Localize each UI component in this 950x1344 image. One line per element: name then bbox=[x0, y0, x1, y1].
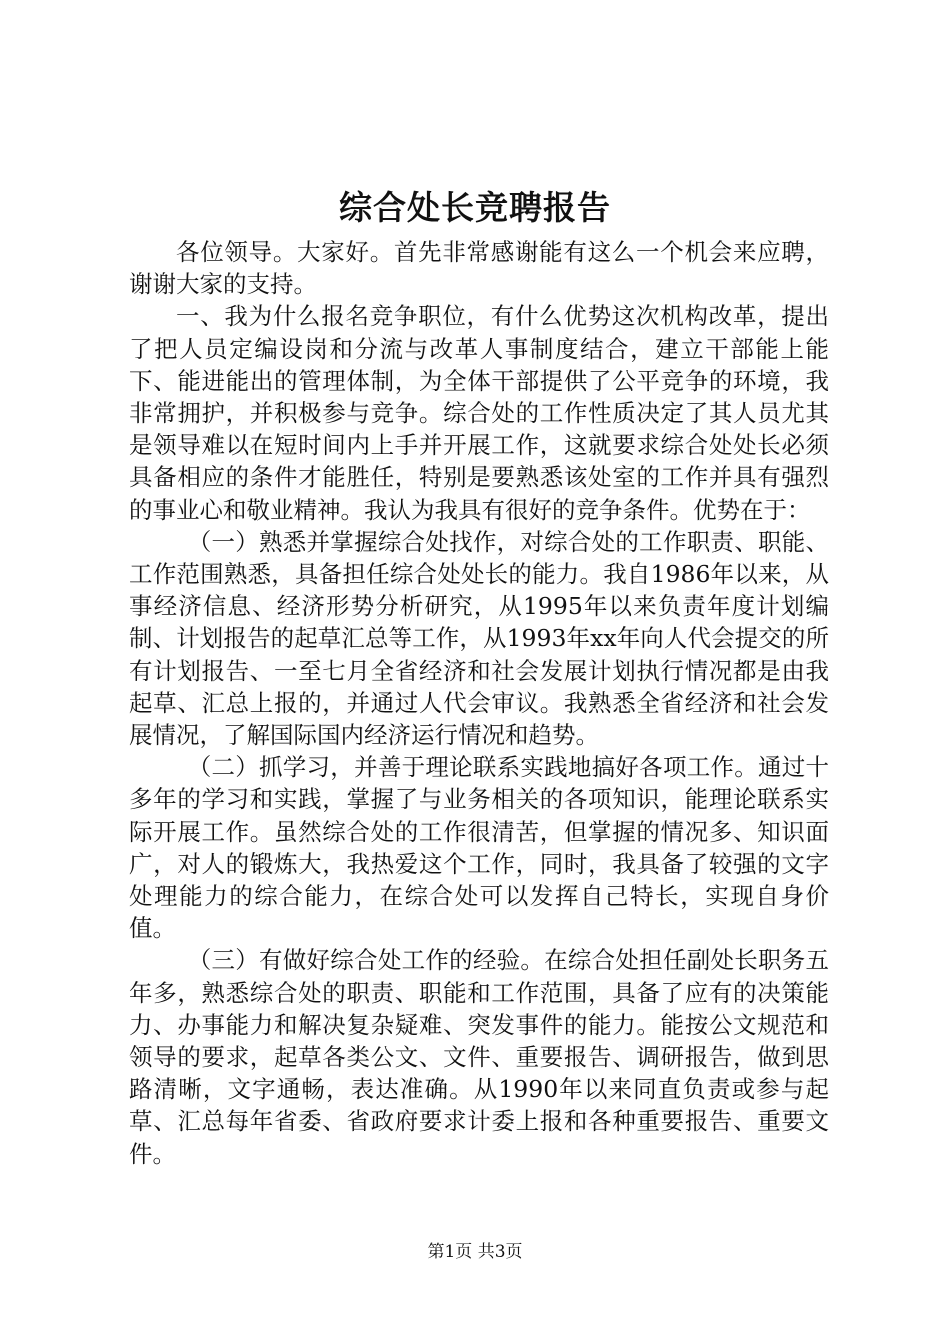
document-title: 综合处长竞聘报告 bbox=[339, 188, 611, 227]
document-body bbox=[129, 236, 829, 1170]
paragraph-point-three: （三）有做好综合处工作的经验。在综合处担任副处长职务五年多，熟悉综合处的职责、职能和工作范围，具备了应有的决策能力、办事能力和解决复杂疑难、突发事件的能力。能按公文规范和领导的要求，起草各类公文、文件、重要报告、调研报告，做到思路清晰，文字通畅，表达准确。从1990年以来同直负责或参与起草、汇总每年省委、省政府要求计委上报和各种重要报告、重要文件。 bbox=[129, 946, 829, 1168]
paragraph-section-one: 一、我为什么报名竞争职位，有什么优势这次机构改革，提出了把人员定编设岗和分流与改革人事制度结合，建立干部能上能下、能进能出的管理体制，为全体干部提供了公平竞争的环境，我非常拥护，并积极参与竞争。综合处的工作性质决定了其人员尤其是领导难以在短时间内上手并开展工作，这就要求综合处处长必须具备相应的条件才能胜任，特别是要熟悉该处室的工作并具有强烈的事业心和敬业精神。我认为我具有很好的竞争条件。优势在于： bbox=[129, 302, 829, 524]
paragraph-greeting: 各位领导。大家好。首先非常感谢能有这么一个机会来应聘，谢谢大家的支持。 bbox=[129, 238, 829, 299]
paragraph-point-one: （一）熟悉并掌握综合处找作，对综合处的工作职责、职能、工作范围熟悉，具备担任综合处处长的能力。我自1986年以来，从事经济信息、经济形势分析研究，从1995年以来负责年度计划编制、计划报告的起草汇总等工作，从1993年xx年向人代会提交的所有计划报告、一至七月全省经济和社会发展计划执行情况都是由我起草、汇总上报的，并通过人代会审议。我熟悉全省经济和社会发展情况，了解国际国内经济运行情况和趋势。 bbox=[129, 527, 829, 750]
page-number-footer: 第1页 共3页 bbox=[427, 1242, 523, 1262]
paragraph-point-two: （二）抓学习，并善于理论联系实践地搞好各项工作。通过十多年的学习和实践，掌握了与业务相关的各项知识，能理论联系实际开展工作。虽然综合处的工作很清苦，但掌握的情况多、知识面广，对人的锻炼大，我热爱这个工作，同时，我具备了较强的文字处理能力的综合能力，在综合处可以发挥自己特长，实现自身价值。 bbox=[129, 753, 829, 943]
